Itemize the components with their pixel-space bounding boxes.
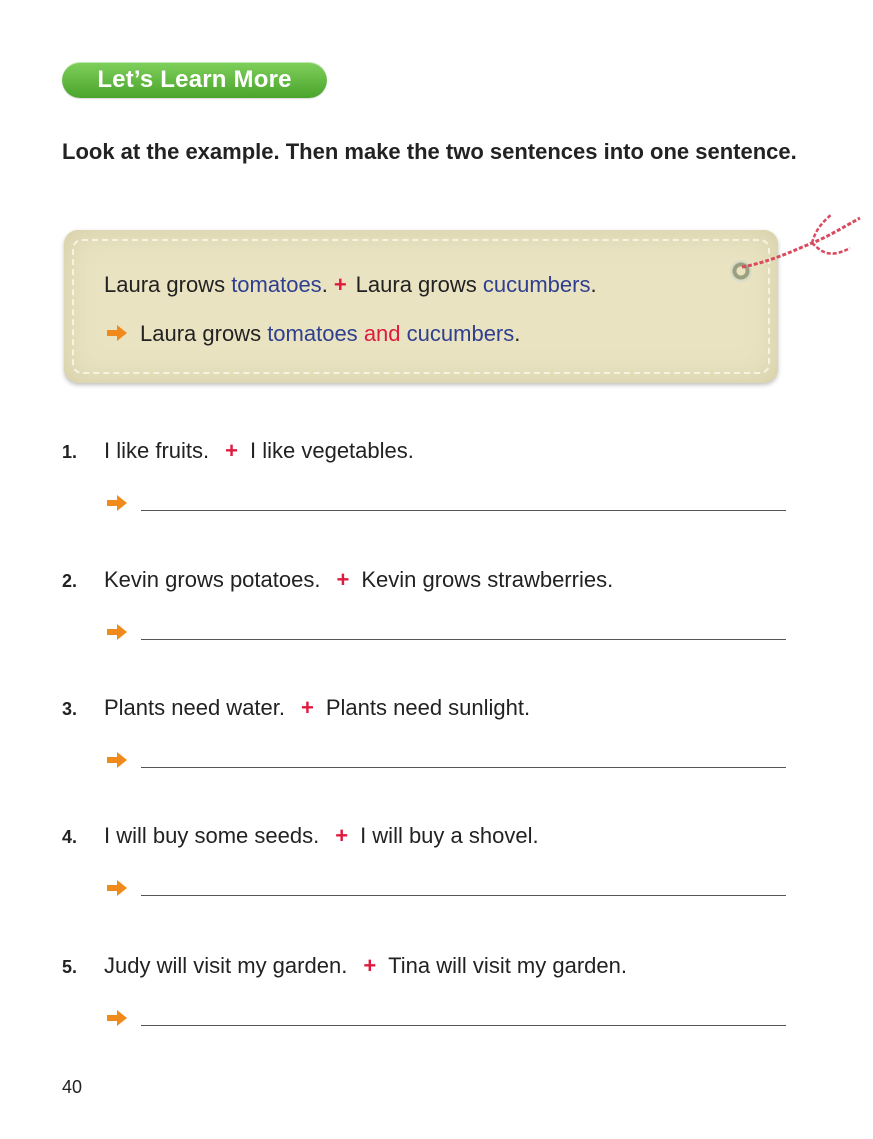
tag-stitching	[72, 239, 770, 374]
answer-field[interactable]	[106, 875, 786, 905]
exercise-item	[62, 567, 613, 593]
exercise-number: 2.	[62, 571, 78, 591]
exercise-item	[62, 695, 530, 721]
plus-icon: +	[225, 438, 238, 463]
sentence-a: Plants need water.	[104, 695, 286, 720]
keyword: tomatoes	[231, 272, 322, 297]
page-number: 40	[62, 1077, 83, 1097]
plus-icon: +	[336, 567, 350, 592]
exercise-number: 3.	[62, 699, 78, 719]
exercise-item	[62, 823, 539, 849]
answer-field[interactable]	[106, 619, 786, 649]
plus-icon: +	[301, 695, 314, 720]
exercise-item	[62, 953, 627, 979]
sentence-b: I will buy a shovel.	[360, 823, 539, 848]
answer-line[interactable]	[141, 1025, 786, 1026]
example-text: .	[514, 321, 521, 346]
answer-field[interactable]	[106, 1005, 786, 1035]
sentence-b: Plants need sunlight.	[325, 695, 531, 720]
sentence-b: I like vegetables.	[250, 438, 414, 463]
example-text: .	[590, 272, 597, 297]
answer-field[interactable]	[106, 747, 786, 777]
exercise-number: 4.	[62, 827, 78, 847]
exercise-item	[62, 438, 414, 464]
keyword: cucumbers	[406, 321, 515, 346]
example-line-1	[104, 272, 597, 298]
sentence-a: I like fruits.	[104, 438, 210, 463]
right-arrow-icon	[106, 494, 128, 512]
plus-icon: +	[363, 953, 377, 978]
answer-line[interactable]	[141, 510, 786, 511]
answer-line[interactable]	[141, 895, 786, 896]
sentence-a: Kevin grows potatoes.	[104, 567, 321, 592]
answer-line[interactable]	[141, 639, 786, 640]
conjunction: and	[363, 321, 401, 346]
example-line-2	[106, 321, 520, 347]
example-text: Laura grows	[355, 272, 483, 297]
section-title: Let’s Learn More	[97, 66, 292, 93]
section-title-badge	[62, 62, 327, 98]
example-tag	[64, 230, 778, 383]
right-arrow-icon	[106, 1009, 128, 1027]
answer-line[interactable]	[141, 767, 786, 768]
right-arrow-icon	[106, 751, 128, 769]
plus-icon: +	[333, 272, 347, 297]
exercise-number: 5.	[62, 957, 78, 977]
keyword: tomatoes	[267, 321, 358, 346]
sentence-a: Judy will visit my garden.	[104, 953, 348, 978]
sentence-b: Kevin grows strawberries.	[361, 567, 614, 592]
right-arrow-icon	[106, 623, 128, 641]
right-arrow-icon	[106, 324, 128, 342]
keyword: cucumbers	[482, 272, 591, 297]
exercise-number: 1.	[62, 442, 78, 462]
plus-icon: +	[335, 823, 349, 848]
right-arrow-icon	[106, 879, 128, 897]
instructions: Look at the example. Then make the two sentences into one sentence.	[62, 139, 797, 164]
sentence-b: Tina will visit my garden.	[388, 953, 627, 978]
answer-field[interactable]	[106, 490, 786, 520]
tag-string	[740, 210, 865, 280]
sentence-a: I will buy some seeds.	[104, 823, 320, 848]
example-text: Laura grows	[140, 321, 268, 346]
example-text: Laura grows	[104, 272, 232, 297]
example-text: .	[321, 272, 328, 297]
